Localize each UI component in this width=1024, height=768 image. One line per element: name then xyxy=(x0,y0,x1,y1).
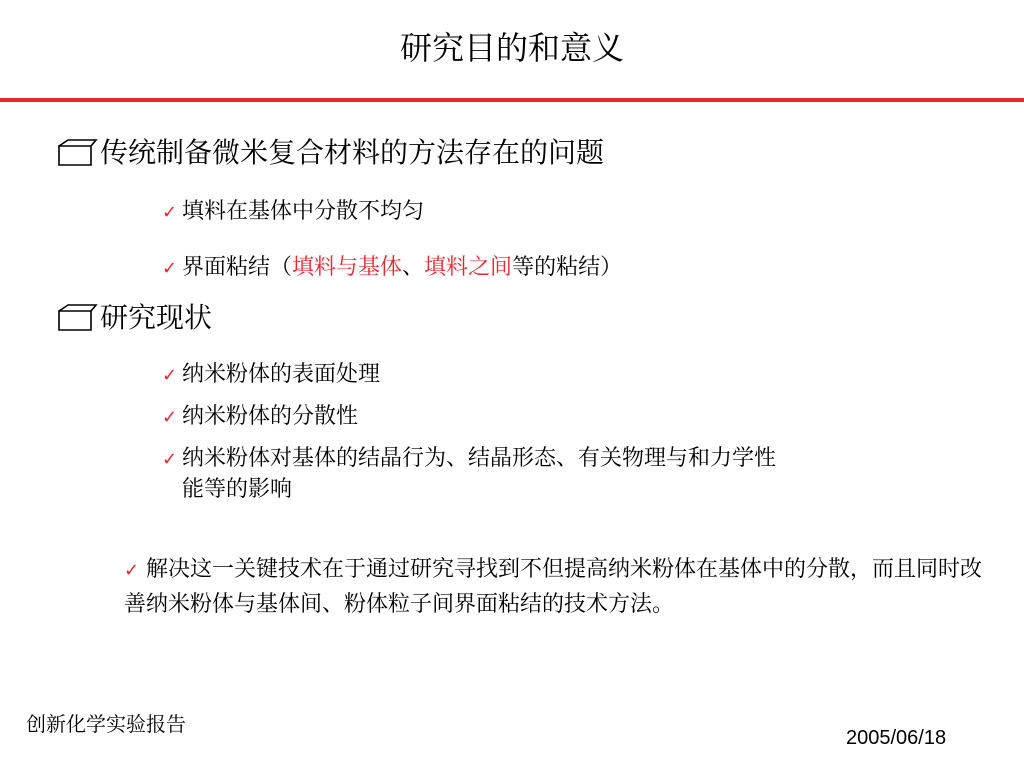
check-icon: ✓ xyxy=(124,560,140,581)
title-divider xyxy=(0,98,1024,102)
conclusion-paragraph xyxy=(124,553,984,622)
check-icon: ✓ xyxy=(162,449,178,470)
section1-item-2-prefix: 界面粘结（ xyxy=(182,255,293,280)
section2-item-1-text: 纳米粉体的表面处理 xyxy=(182,362,381,387)
check-icon: ✓ xyxy=(162,365,178,386)
check-icon: ✓ xyxy=(162,407,178,428)
section1-heading: 传统制备微米复合材料的方法存在的问题 xyxy=(100,136,605,169)
section2-item-2-text: 纳米粉体的分散性 xyxy=(182,404,359,429)
section1-item-2 xyxy=(162,253,622,284)
section2-item-3-line2: 能等的影响 xyxy=(182,477,293,502)
section1-item-2-highlight1: 填料与基体 xyxy=(292,255,403,280)
section2-heading-row xyxy=(56,300,212,336)
check-icon: ✓ xyxy=(162,258,178,279)
section2-item-3-line1: 纳米粉体对基体的结晶行为、结晶形态、有关物理与和力学性 xyxy=(182,446,777,471)
footer-date: 2005/06/18 xyxy=(846,727,947,749)
folder-icon xyxy=(56,303,98,333)
section2-item-3 xyxy=(162,444,962,505)
conclusion-text: 解决这一关键技术在于通过研究寻找到不但提高纳米粉体在基体中的分散，而且同时改善纳米粉体与基体间、粉体粒子间界面粘结的技术方法。 xyxy=(124,557,983,617)
check-icon: ✓ xyxy=(162,202,178,223)
footer-label: 创新化学实验报告 xyxy=(26,712,186,736)
section1-item-2-sep: 、 xyxy=(402,255,425,280)
section1-item-2-suffix: 等的粘结） xyxy=(512,255,623,280)
section1-heading-row xyxy=(56,135,604,171)
section1-item-2-highlight2: 填料之间 xyxy=(424,255,513,280)
slide-title: 研究目的和意义 xyxy=(399,29,624,67)
section1-item-1-text: 填料在基体中分散不均匀 xyxy=(182,199,425,224)
section2-item-1 xyxy=(162,360,380,391)
section1-item-1 xyxy=(162,197,424,228)
section2-item-2 xyxy=(162,402,358,433)
section2-heading: 研究现状 xyxy=(100,301,213,334)
folder-icon xyxy=(56,138,98,168)
